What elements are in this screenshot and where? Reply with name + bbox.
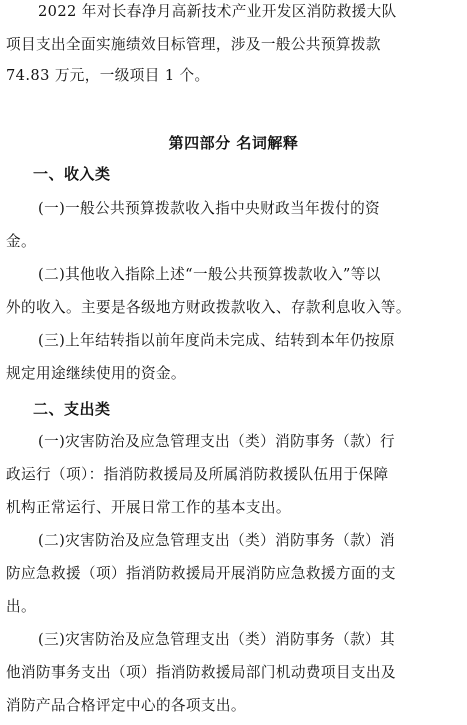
part-heading: 第四部分 名词解释: [168, 134, 299, 152]
expense-item-2-line-1: (二)灾害防治及应急管理支出（类）消防事务（款）消: [38, 532, 396, 549]
income-item-1-line-1: (一)一般公共预算拨款收入指中央财政当年拨付的资: [38, 200, 381, 217]
income-item-3-line-1: (三)上年结转指以前年度尚未完成、结转到本年仍按原: [38, 332, 396, 349]
intro-line-2: 项目支出全面实施绩效目标管理，涉及一般公共预算拨款: [6, 36, 381, 53]
expense-item-2-line-3: 出。: [6, 598, 36, 615]
income-section-title: 一、收入类: [33, 165, 111, 183]
income-item-2-line-2: 外的收入。主要是各级地方财政拨款收入、存款利息收入等。: [6, 299, 411, 316]
expense-item-2-line-2: 防应急救援（项）指消防救援局开展消防应急救援方面的支: [6, 565, 396, 582]
intro-line-3: 74.83 万元，一级项目 1 个。: [6, 67, 210, 84]
income-item-3-line-2: 规定用途继续使用的资金。: [6, 365, 186, 382]
expense-item-1-line-1: (一)灾害防治及应急管理支出（类）消防事务（款）行: [38, 433, 396, 450]
income-item-2-line-1: (二)其他收入指除上述“一般公共预算拨款收入”等以: [38, 266, 381, 283]
expense-section-title: 二、支出类: [33, 400, 111, 418]
expense-item-3-line-1: (三)灾害防治及应急管理支出（类）消防事务（款）其: [38, 631, 396, 648]
expense-item-1-line-3: 机构正常运行、开展日常工作的基本支出。: [6, 499, 291, 516]
expense-item-3-line-3: 消防产品合格评定中心的各项支出。: [6, 697, 246, 714]
intro-line-1: 2022 年对长春净月高新技术产业开发区消防救援大队: [38, 3, 397, 20]
expense-item-1-line-2: 政运行（项）：指消防救援局及所属消防救援队伍用于保障: [6, 466, 389, 483]
expense-item-3-line-2: 他消防事务支出（项）指消防救援局部门机动费项目支出及: [6, 664, 396, 681]
income-item-1-line-2: 金。: [6, 233, 36, 250]
